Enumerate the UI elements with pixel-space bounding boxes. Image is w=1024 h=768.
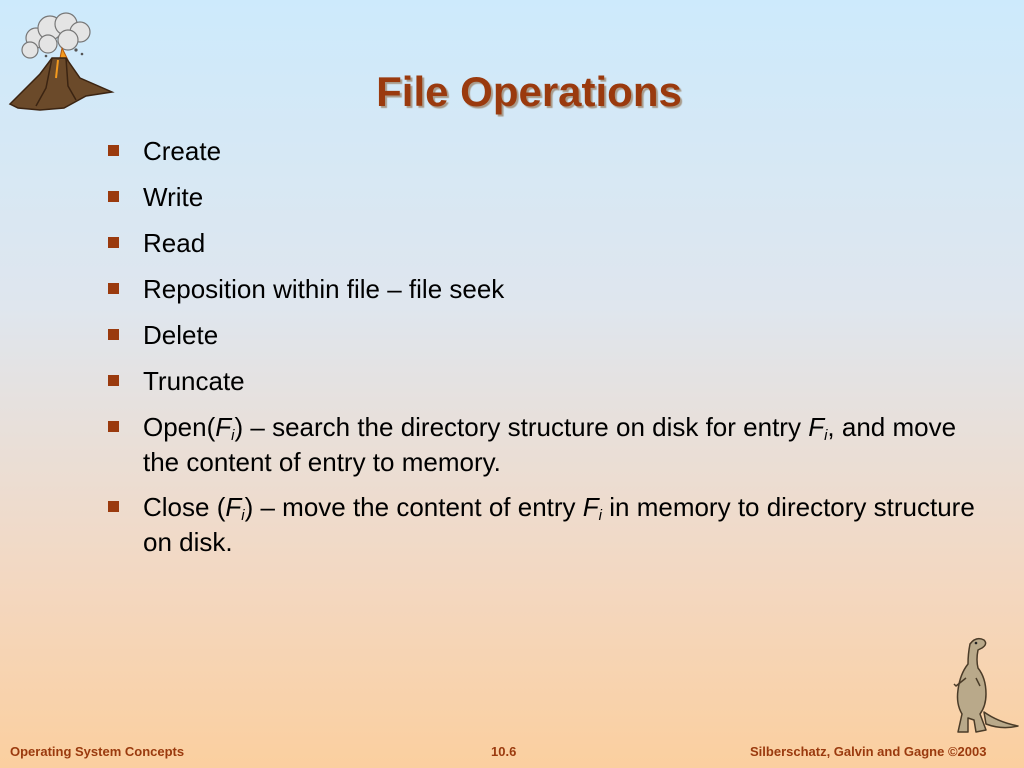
open-suffix: , and move the content of entry to memory. bbox=[143, 412, 957, 477]
open-prefix: Open( bbox=[143, 412, 216, 442]
bullet-text-open bbox=[143, 410, 983, 480]
bullet-square-icon bbox=[108, 501, 119, 512]
file-variable: F bbox=[808, 412, 825, 442]
bullet-square-icon bbox=[108, 421, 119, 432]
file-index: i bbox=[824, 427, 828, 444]
file-index: i bbox=[231, 427, 235, 444]
bullet-square-icon bbox=[108, 329, 119, 340]
file-variable: F bbox=[582, 492, 599, 522]
bullet-text-close bbox=[143, 490, 983, 560]
bullet-text: Truncate bbox=[143, 366, 245, 396]
footer-page-number: 10.6 bbox=[491, 744, 517, 759]
bullet-square-icon bbox=[108, 237, 119, 248]
footer-copyright: Silberschatz, Galvin and Gagne ©2003 bbox=[750, 744, 987, 759]
bullet-square-icon bbox=[108, 191, 119, 202]
open-middle: ) – search the directory structure on disk for entry bbox=[234, 412, 809, 442]
slide-title: File Operations bbox=[376, 68, 682, 116]
bullet-square-icon bbox=[108, 375, 119, 386]
close-middle: ) – move the content of entry bbox=[244, 492, 583, 522]
file-index: i bbox=[241, 507, 245, 524]
file-index: i bbox=[598, 507, 603, 524]
footer-course-title: Operating System Concepts bbox=[10, 744, 185, 759]
dinosaur-icon bbox=[946, 634, 1020, 738]
bullet-square-icon bbox=[108, 283, 119, 294]
bullet-text: Reposition within file – file seek bbox=[143, 274, 505, 304]
bullet-text: Create bbox=[143, 136, 222, 166]
bullet-text: Delete bbox=[143, 320, 219, 350]
bullet-text: Read bbox=[143, 228, 206, 258]
close-prefix: Close ( bbox=[143, 492, 226, 522]
bullet-text: Write bbox=[143, 182, 204, 212]
file-variable: F bbox=[215, 412, 232, 442]
bullet-square-icon bbox=[108, 145, 119, 156]
close-suffix: in memory to directory structure on disk. bbox=[143, 492, 975, 557]
file-variable: F bbox=[225, 492, 242, 522]
